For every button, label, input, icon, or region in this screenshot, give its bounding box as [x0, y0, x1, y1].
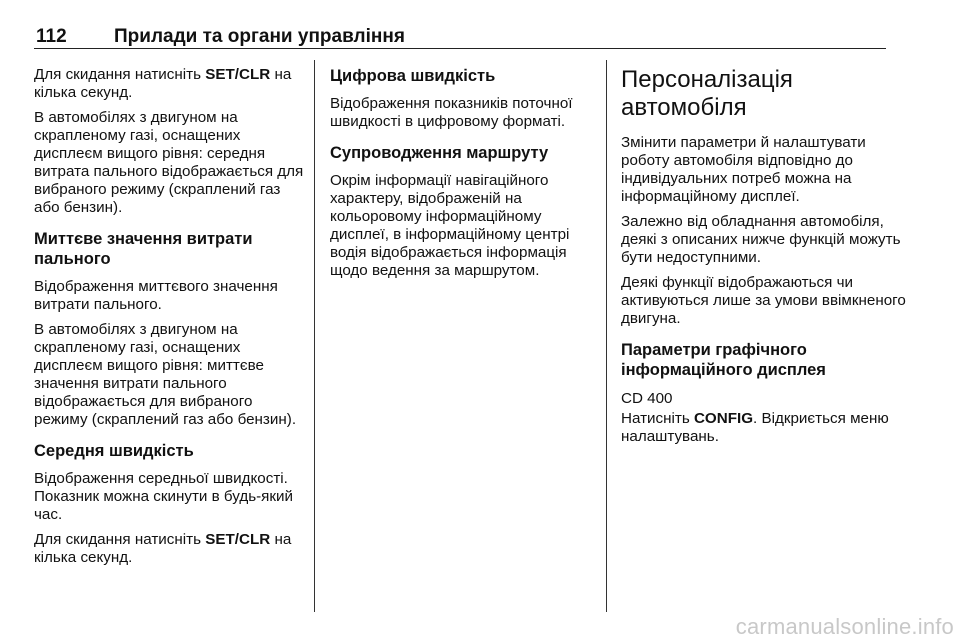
column-divider [606, 60, 607, 612]
text: . Відкриється меню налаштувань. [621, 410, 889, 445]
key-label: SET/CLR [205, 531, 271, 548]
section-heading: Параметри графічного інформаційного дисплея [621, 341, 826, 379]
section-heading: Середня швидкість [34, 442, 194, 460]
section-heading: Цифрова швидкість [330, 67, 496, 85]
text: Для скидання натисніть [34, 531, 206, 548]
paragraph: Відображення показників поточної швидкості в цифровому форматі. [330, 95, 573, 130]
paragraph [621, 410, 911, 446]
key-label: SET/CLR [205, 66, 271, 83]
column-middle [330, 66, 600, 287]
column-divider [314, 60, 315, 612]
paragraph: Залежно від обладнання автомобіля, деякі з описаних нижче функцій можуть бути недоступними. [621, 213, 901, 266]
paragraph: В автомобілях з двигуном на скрапленому газі, оснащених дисплеєм вищого рівня: середня витрата пального відображається для вибраного режиму (скраплений газ або бензин). [34, 109, 304, 216]
paragraph: Змінити параметри й налаштувати роботу автомобіля відповідно до індивідуальних потреб можна на інформаційному дисплеї. [621, 134, 866, 205]
paragraph: Деякі функції відображаються чи активуються лише за умови ввімкненого двигуна. [621, 274, 906, 327]
paragraph: В автомобілях з двигуном на скрапленому газі, оснащених дисплеєм вищого рівня: миттєве значення витрати пального відображається для вибраного режиму (скраплений газ або бензин). [34, 321, 297, 428]
text: на кілька секунд. [34, 66, 292, 101]
column-right [621, 66, 911, 453]
section-heading: Миттєве значення витрати пального [34, 230, 253, 268]
key-label: CONFIG [693, 410, 754, 427]
section-heading: Супроводження маршруту [330, 144, 549, 162]
text: Натисніть [621, 410, 694, 427]
chapter-title: Прилади та органи управління [114, 26, 405, 47]
subheading-cd400: CD 400 [621, 390, 673, 407]
page-header [34, 26, 886, 49]
watermark: carmanualsonline.info [735, 614, 954, 639]
text: на кілька секунд. [34, 531, 292, 566]
main-heading: Персоналізація автомобіля [621, 66, 793, 121]
paragraph: Відображення середньої швидкості. Показник можна скинути в будь-який час. [34, 470, 294, 523]
paragraph: Окрім інформації навігаційного характеру, відображеній на кольоровому інформаційному дисплеї, в інформаційному центрі водія відображається інформація щодо ведення за маршрутом. [330, 172, 570, 279]
paragraph [34, 66, 304, 102]
text: Для скидання натисніть [34, 66, 206, 83]
page-number: 112 [36, 26, 67, 47]
paragraph [34, 531, 304, 567]
paragraph: Відображення миттєвого значення витрати пального. [34, 278, 278, 313]
column-left [34, 66, 304, 574]
